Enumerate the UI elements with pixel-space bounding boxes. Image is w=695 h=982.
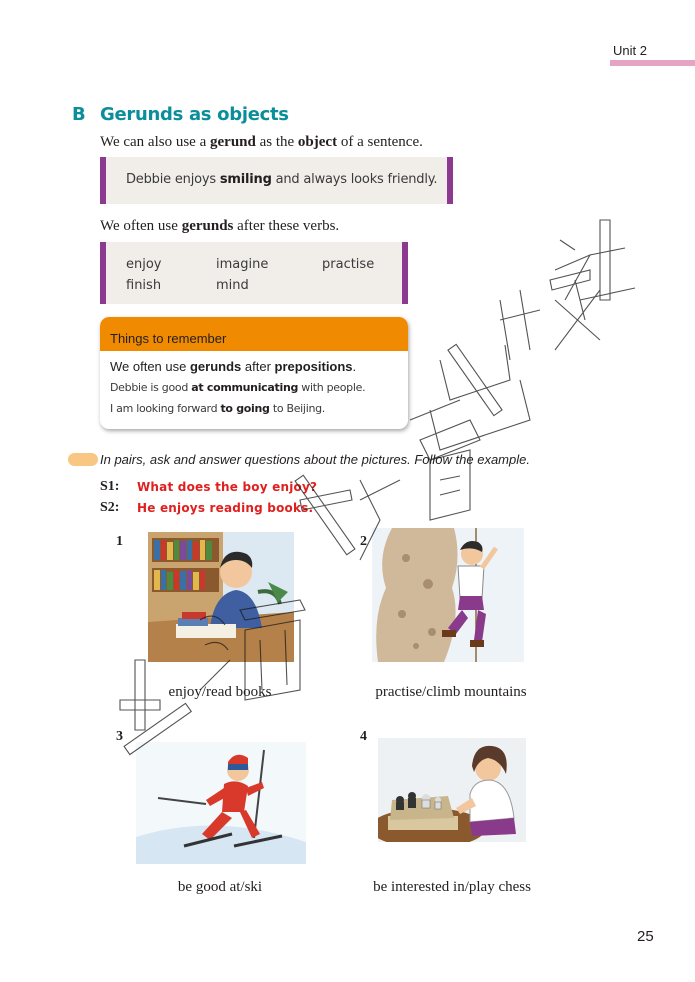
boy-reading-illustration — [148, 532, 294, 662]
unit-label: Unit 2 — [613, 43, 647, 58]
mountain-climbing-illustration — [372, 528, 524, 662]
exercise-instruction: In pairs, ask and answer questions about the pictures. Follow the example. — [100, 452, 530, 467]
unit-bar — [610, 60, 695, 66]
picture-number: 4 — [360, 729, 367, 744]
verb-item: finish — [126, 278, 162, 293]
picture-caption: be good at/ski — [177, 879, 263, 895]
section-title: Gerunds as objects — [100, 104, 289, 125]
page-number: 25 — [637, 928, 654, 945]
verbs-intro: We often use gerunds after these verbs. — [100, 218, 340, 234]
skiing-illustration — [136, 742, 306, 864]
section-letter: B — [72, 104, 86, 125]
speaker-line: He enjoys reading books. — [137, 501, 314, 515]
verb-item: imagine — [216, 257, 269, 272]
picture-caption: enjoy/read books — [168, 684, 272, 700]
verbs-box — [100, 242, 408, 304]
speaker-line: What does the boy enjoy? — [137, 480, 318, 494]
speaker-label: S1: — [100, 479, 120, 494]
picture-number: 2 — [360, 534, 367, 549]
picture-number: 1 — [116, 534, 123, 549]
example-box — [100, 157, 453, 204]
playing-chess-illustration — [378, 738, 526, 842]
verb-item: practise — [322, 257, 375, 272]
remember-example: Debbie is good at communicating with people. — [110, 381, 366, 394]
picture-caption: practise/climb mountains — [375, 684, 527, 700]
example-sentence: Debbie enjoys smiling and always looks friendly. — [126, 172, 438, 187]
speaker-label: S2: — [100, 500, 120, 515]
picture-number: 3 — [116, 729, 123, 744]
exercise-marker — [68, 453, 98, 466]
verb-item: mind — [216, 278, 249, 293]
intro-sentence: We can also use a gerund as the object of a sentence. — [100, 134, 423, 150]
picture-caption: be interested in/play chess — [373, 879, 531, 895]
verb-item: enjoy — [126, 257, 162, 272]
things-to-remember-title: Things to remember — [110, 331, 227, 346]
remember-example: I am looking forward to going to Beijing. — [110, 402, 325, 415]
things-to-remember-box — [100, 317, 408, 429]
remember-rule: We often use gerunds after prepositions. — [110, 359, 357, 374]
